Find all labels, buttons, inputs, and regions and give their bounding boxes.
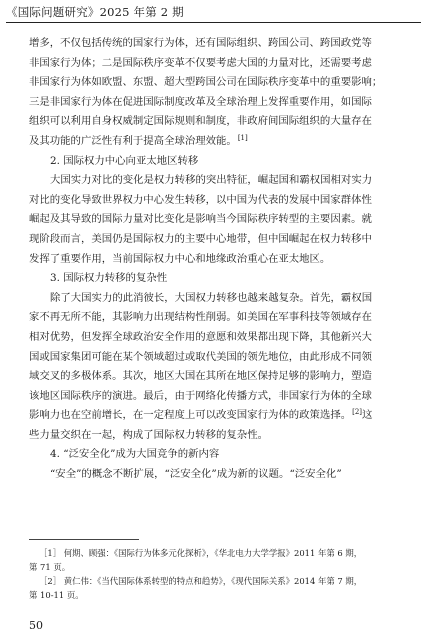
footnotes (29, 546, 401, 602)
line-text: 相对优势，但发挥全球政治安全作用的意愿和效果都出现下降，其他新兴大 (29, 330, 372, 343)
section-heading (29, 269, 401, 289)
line-text: 组织可以利用自身权威制定国际规则和制度，非政府间国际组织的大量存在 (29, 115, 372, 128)
paragraph-line (29, 34, 401, 54)
line-text: 崛起及其导致的国际力量对比变化是影响当今国际秩序转型的主要因素。就 (29, 213, 372, 226)
paragraph-line (29, 112, 401, 132)
line-text: 影响力也在空前增长，在一定程度上可以改变国家行为体的政策选择。 (29, 409, 352, 422)
line-text: 增多，不仅包括传统的国家行为体，还有国际组织、跨国公司、跨国政党等 (29, 37, 372, 49)
footnote-line: 第 10-11 页。 (29, 590, 84, 600)
line-text: 些力量交织在一起，构成了国际权力转移的复杂性。 (29, 428, 268, 441)
line-text: 发挥了重要作用，当前国际权力中心和地缘政治重心在亚太地区。 (29, 252, 331, 265)
paragraph-line (29, 230, 401, 250)
footnote-1 (29, 546, 401, 574)
line-text: 该地区国际秩序的演进。最后，由于网络化传播方式，非国家行为体的全球 (29, 389, 372, 402)
footnote-line: ［2］ 黄仁伟：《当代国际体系转型的特点和趋势》，《现代国际关系》2014 年第 7 期， (39, 576, 363, 586)
paragraph-line (29, 171, 401, 191)
body-text (29, 34, 401, 485)
journal-title: 《国际问题研究》2025 年第 2 期 (6, 5, 184, 19)
line-text: 家不再无所不能，其影响力出现结构性削弱。如美国在军事科技等领域存在 (29, 311, 372, 324)
paragraph-line (29, 210, 401, 230)
paragraph-line (29, 250, 401, 270)
line-text: “安全”的概念不断扩展，“泛安全化”成为新的议题。“泛安全化” (50, 468, 342, 481)
paragraph-line (29, 308, 401, 328)
section-heading (29, 445, 401, 465)
paragraph-line (29, 367, 401, 387)
paragraph-line (29, 54, 401, 74)
header-divider (6, 22, 421, 23)
footnote-line: ［1］ 何期、顾强：《国际行为体多元化探析》，《华北电力大学学报》2011 年第 6 期， (39, 548, 363, 558)
line-text: 非国家行为体；二是国际秩序变革不仅要考虑大国的力量对比，还需要考虑 (29, 56, 372, 69)
footnote-line: 第 71 页。 (29, 562, 71, 572)
footnote-reference[interactable]: [1] (237, 133, 248, 142)
line-text: 三是非国家行为体在促进国际制度改革及全球治理上发挥重要作用，如国际 (29, 95, 372, 108)
paragraph-line (29, 289, 401, 309)
footnote-divider (29, 539, 139, 540)
line-text: 2. 国际权力中心向亚太地区转移 (50, 154, 199, 167)
line-text: 3. 国际权力转移的复杂性 (50, 272, 168, 285)
line-text: 现阶段而言，美国仍是国际权力的主要中心地带，但中国崛起在权力转移中 (29, 232, 372, 245)
paragraph-line (29, 348, 401, 368)
line-text: 域交叉的多极体系。其次，地区大国在其所在地区保持足够的影响力，塑造 (29, 370, 372, 383)
paragraph-line (29, 465, 401, 485)
paragraph-line (29, 132, 401, 152)
paragraph-line (29, 191, 401, 211)
line-text-tail: 这 (362, 409, 373, 422)
paragraph-line (29, 387, 401, 407)
running-header (6, 4, 184, 20)
footnote-2 (29, 574, 401, 602)
line-text: 对比的变化导致世界权力中心发生转移，以中国为代表的发展中国家群体性 (29, 193, 372, 206)
line-text: 非国家行为体如欧盟、东盟、超大型跨国公司在国际秩序变革中的重要影响； (29, 76, 383, 89)
section-heading (29, 152, 401, 172)
paragraph-line (29, 426, 401, 446)
line-text: 国或国家集团可能在某个领域超过或取代美国的领先地位，由此形成不同领 (29, 350, 372, 363)
paragraph-line (29, 328, 401, 348)
footnote-reference[interactable]: [2] (352, 407, 363, 416)
line-text: 大国实力对比的变化是权力转移的突出特征，崛起国和霸权国相对实力 (50, 174, 373, 187)
line-text: 除了大国实力的此消彼长，大国权力转移也越来越复杂。首先，霸权国 (50, 291, 373, 304)
paragraph-line (29, 93, 401, 113)
line-text: 及其功能的广泛性有利于提高全球治理效能。 (29, 134, 237, 147)
line-text: 4. “泛安全化”成为大国竞争的新内容 (50, 448, 220, 461)
paragraph-line (29, 73, 401, 93)
page-number: 50 (29, 619, 43, 632)
paragraph-line (29, 406, 401, 426)
